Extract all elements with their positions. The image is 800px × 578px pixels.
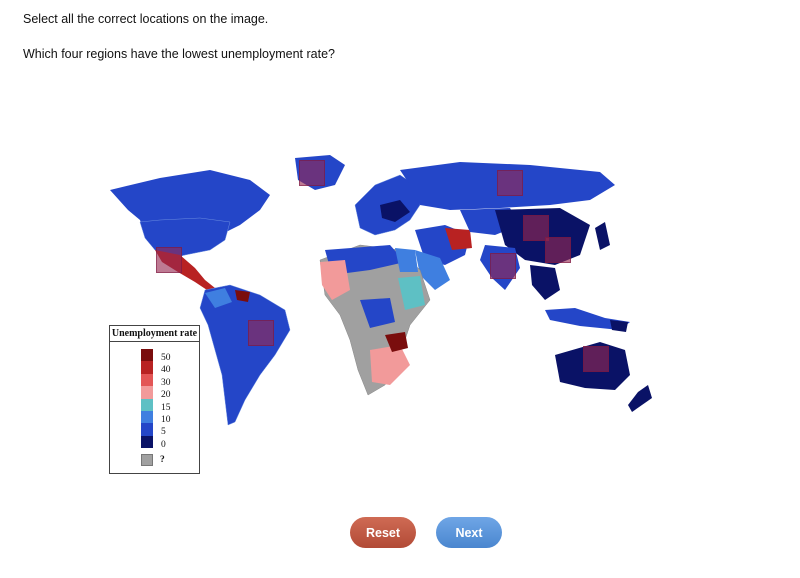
legend-label: 15: [161, 402, 171, 413]
png-shape: [610, 320, 628, 332]
reset-button[interactable]: Reset: [350, 517, 416, 548]
legend-label: 30: [161, 377, 171, 388]
usa-shape: [140, 218, 230, 258]
japan-shape: [595, 222, 610, 250]
hotspot-greenland[interactable]: [299, 160, 325, 186]
hotspot-eastern-china[interactable]: [545, 237, 571, 263]
legend-swatch-0: [141, 436, 153, 448]
hotspot-australia[interactable]: [583, 346, 609, 372]
legend-swatch-10: [141, 411, 153, 423]
hotspot-brazil[interactable]: [248, 320, 274, 346]
legend-label: 40: [161, 365, 171, 376]
legend-label: 20: [161, 390, 171, 401]
legend-swatch-15: [141, 399, 153, 411]
hotspot-mexico[interactable]: [156, 247, 182, 273]
legend-swatch-unknown: [141, 454, 153, 466]
legend-swatch-40: [141, 361, 153, 373]
legend-swatch-30: [141, 374, 153, 386]
legend-swatch-20: [141, 386, 153, 398]
southern-africa-shape: [370, 345, 410, 385]
instruction-text: Select all the correct locations on the image.: [23, 12, 269, 26]
legend-labels: [161, 352, 171, 451]
question-text: Which four regions have the lowest unemployment rate?: [23, 47, 335, 61]
se-asia-shape: [530, 265, 560, 300]
legend-swatch-5: [141, 423, 153, 435]
legend-swatch-50: [141, 349, 153, 361]
legend-unknown-label: ?: [160, 455, 165, 466]
hotspot-india[interactable]: [490, 253, 516, 279]
legend-unknown-entry: [141, 454, 165, 466]
legend-label: 50: [161, 353, 171, 363]
map-legend: [109, 325, 200, 474]
legend-label: 0: [161, 439, 166, 450]
next-button[interactable]: Next: [436, 517, 502, 548]
new-zealand-shape: [628, 385, 652, 412]
legend-label: 10: [161, 414, 171, 425]
legend-color-scale: [141, 349, 153, 448]
south-america-shape: [200, 285, 290, 425]
legend-label: 5: [161, 427, 166, 438]
hotspot-northern-russia[interactable]: [497, 170, 523, 196]
legend-title: Unemployment rate: [110, 326, 199, 342]
